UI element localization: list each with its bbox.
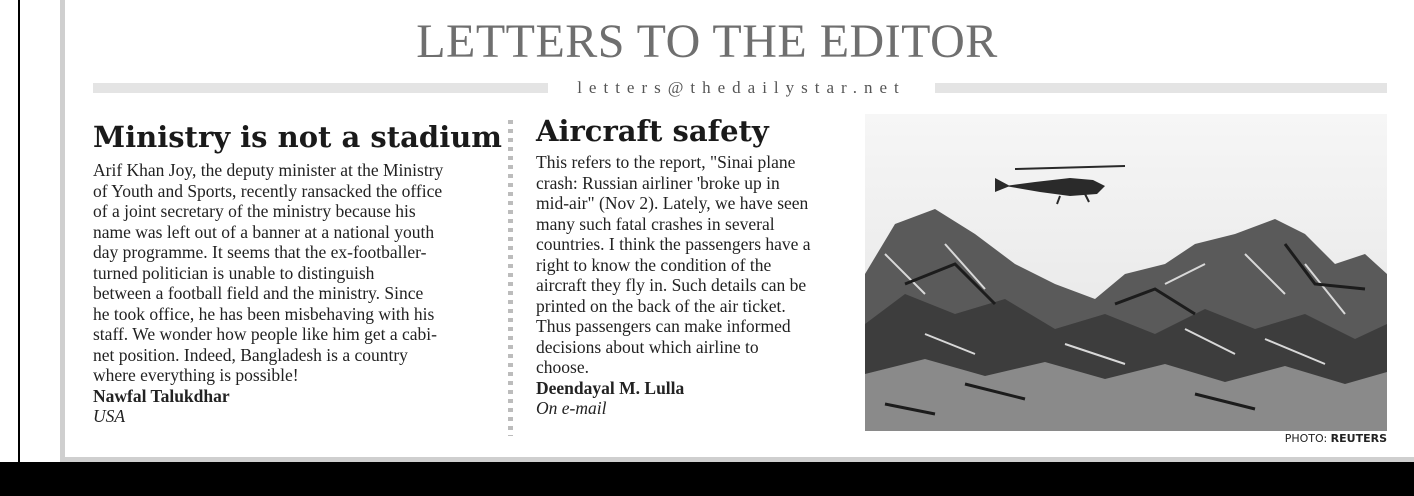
body-line: turned politician is unable to distinguish — [93, 262, 375, 283]
column-divider — [508, 120, 513, 436]
body-line: of a joint secretary of the ministry because his — [93, 201, 416, 221]
letter-title: Aircraft safety — [536, 114, 769, 148]
letter-location: USA — [93, 406, 126, 426]
wreckage-photo — [865, 114, 1387, 431]
photo-credit-source: REUTERS — [1330, 432, 1387, 445]
body-line: between a football field and the ministry. Since — [93, 283, 424, 303]
editor-email[interactable]: letters@thedailystar.net — [577, 78, 906, 97]
letter-signer: Deendayal M. Lulla — [536, 377, 685, 398]
body-line: mid-air" (Nov 2). Lately, we have seen — [536, 193, 809, 213]
body-line: staff. We wonder how people like him get a cabi- — [93, 324, 437, 344]
helicopter-wreckage-image — [865, 114, 1387, 431]
section-title: LETTERS TO THE EDITOR — [416, 15, 998, 68]
header-rule-left — [93, 83, 548, 93]
body-line: crash: Russian airliner 'broke up in — [536, 172, 780, 193]
body-line: Arif Khan Joy, the deputy minister at the Ministry — [93, 160, 444, 180]
body-line: aircraft they fly in. Such details can be — [536, 275, 807, 295]
letter-body — [93, 160, 493, 427]
letter-title: Ministry is not a stadium — [93, 120, 502, 154]
body-line: printed on the back of the air ticket. — [536, 295, 786, 316]
photo-credit — [1285, 432, 1387, 445]
body-line: of Youth and Sports, recently ransacked the office — [93, 180, 443, 201]
letter-signer: Nawfal Talukdhar — [93, 385, 230, 406]
left-margin — [0, 0, 60, 462]
letter-body — [536, 152, 856, 419]
body-line: choose. — [536, 357, 589, 377]
body-line: many such fatal crashes in several — [536, 213, 775, 234]
body-line: name was left out of a banner at a national youth — [93, 221, 435, 242]
body-line: decisions about which airline to — [536, 336, 759, 357]
body-line: net position. Indeed, Bangladesh is a country — [93, 344, 408, 365]
body-line: he took office, he has been misbehaving with his — [93, 303, 435, 324]
body-line: Thus passengers can make informed — [536, 316, 791, 336]
letter-location: On e-mail — [536, 398, 607, 418]
body-line: right to know the condition of the — [536, 254, 772, 275]
header-rule-right — [935, 83, 1387, 93]
body-line: countries. I think the passengers have a — [536, 234, 811, 254]
body-line: where everything is possible! — [93, 365, 299, 385]
photo-credit-prefix: PHOTO: — [1284, 432, 1331, 445]
body-line: day programme. It seems that the ex-footballer- — [93, 242, 427, 262]
left-rule — [18, 0, 20, 462]
body-line: This refers to the report, "Sinai plane — [536, 152, 796, 172]
